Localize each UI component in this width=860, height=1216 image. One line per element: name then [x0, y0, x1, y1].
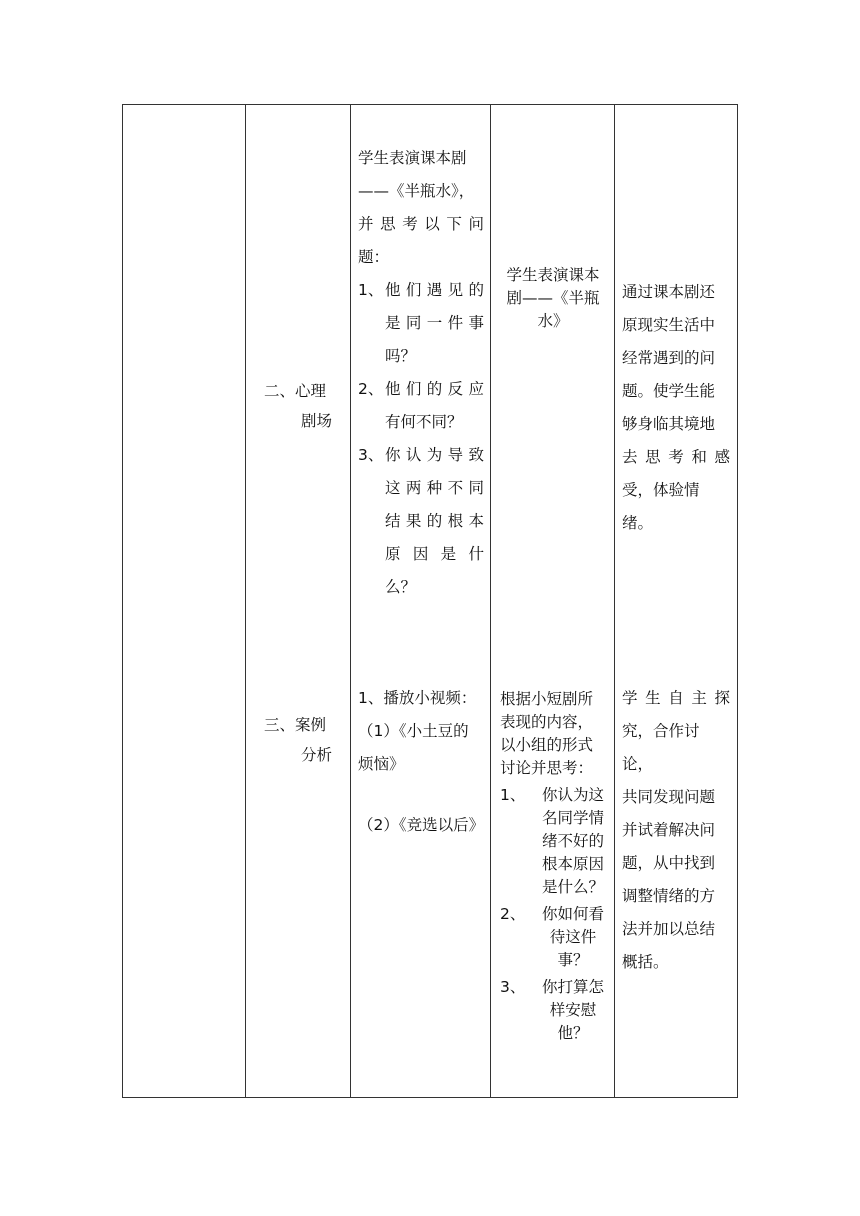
text-line: 根据小短剧所: [500, 690, 594, 708]
text-line: 题。使学生能: [622, 382, 716, 400]
text-line: 调整情绪的方: [622, 887, 716, 905]
lesson-plan-table: [122, 104, 738, 1098]
text-line: 共同发现问题: [622, 788, 716, 806]
section-3-topic-line1: 三、案例: [264, 716, 327, 734]
text-line: 剧——《半瓶: [506, 289, 600, 307]
table-right-border: [737, 104, 738, 1098]
text-line: 法并加以总结: [622, 920, 716, 938]
question-number: 3、: [500, 978, 526, 996]
text-line: 你认为这: [541, 786, 604, 804]
text-line: 是什么？: [541, 878, 604, 896]
question-number: 2、: [500, 905, 526, 923]
question-number: 1、: [358, 281, 384, 299]
text-line: 有何不同？: [385, 413, 463, 431]
question-number: 1、: [500, 786, 526, 804]
section-2-student-activity: [498, 264, 608, 333]
text-line: 表现的内容，: [500, 713, 594, 731]
section-3-student-activity: [500, 688, 610, 1045]
question-number: 3、: [358, 446, 384, 464]
column-divider-3: [490, 104, 491, 1098]
section-2-design-intent: [622, 276, 730, 540]
text-line: 讨论并思考：: [500, 759, 594, 777]
table-top-border: [122, 104, 738, 105]
text-line: 名同学情: [541, 809, 604, 827]
table-left-border: [122, 104, 123, 1098]
text-line: 吗？: [385, 347, 417, 365]
text-line: 学生自主探: [622, 689, 730, 707]
section-2-topic-line1: 二、心理: [264, 382, 327, 400]
text-line: （2）《竞选以后》: [358, 816, 485, 834]
text-line: 结果的根本: [385, 512, 484, 530]
text-line: 经常遇到的问: [622, 349, 716, 367]
text-line: 绪不好的: [541, 832, 604, 850]
question-number: 2、: [358, 380, 384, 398]
text-line: 1、播放小视频：: [358, 689, 477, 707]
question-item: [358, 274, 484, 373]
text-line: 原因是什: [385, 545, 484, 563]
text-line: 他们遇见的: [385, 281, 484, 299]
question-item: [500, 903, 610, 972]
column-divider-1: [245, 104, 246, 1098]
text-line: 去思考和感: [622, 448, 730, 466]
text-line: ——《半瓶水》，: [358, 182, 475, 200]
section-3-topic-line2: 分析: [301, 746, 333, 764]
text-line: 根本原因: [541, 855, 604, 873]
text-line: 你打算怎: [541, 978, 604, 996]
text-line: 原现实生活中: [622, 316, 716, 334]
question-item: [358, 439, 484, 604]
table-bottom-border: [122, 1097, 738, 1098]
text-line: 并试着解决问: [622, 821, 716, 839]
text-line: 够身临其境地: [622, 415, 716, 433]
section-3-topic: [264, 710, 348, 770]
text-line: 事？: [557, 951, 589, 969]
section-3-design-intent: [622, 682, 730, 979]
text-line: 烦恼》: [358, 755, 405, 773]
text-line: （1）《小土豆的: [358, 722, 469, 740]
question-item: [500, 976, 610, 1045]
question-item: [500, 784, 610, 899]
text-line: 是同一件事: [385, 314, 484, 332]
column-divider-4: [614, 104, 615, 1098]
text-line: 题，从中找到: [622, 854, 716, 872]
text-line: 学生表演课本剧: [358, 149, 467, 167]
text-line: 通过课本剧还: [622, 283, 716, 301]
text-line: 概括。: [622, 953, 669, 971]
text-line: 学生表演课本: [506, 266, 600, 284]
text-line: 你如何看: [541, 905, 604, 923]
section-3-teacher-activity: [358, 682, 488, 842]
text-line: 究，合作讨论，: [622, 722, 700, 773]
text-line: 并思考以下问: [358, 215, 484, 233]
section-2-teacher-activity: [358, 142, 484, 604]
text-line: 他们的反应: [385, 380, 484, 398]
text-line: 样安慰: [549, 1001, 597, 1019]
question-item: [358, 373, 484, 439]
text-line: 这两种不同: [385, 479, 484, 497]
text-line: 你认为导致: [385, 446, 484, 464]
text-line: 么？: [385, 578, 417, 596]
text-line: 他？: [557, 1024, 589, 1042]
section-2-topic: [264, 376, 348, 436]
text-line: 待这件: [549, 928, 597, 946]
text-line: 题：: [358, 248, 390, 266]
text-line: 以小组的形式: [500, 736, 594, 754]
column-divider-2: [350, 104, 351, 1098]
section-2-topic-line2: 剧场: [301, 412, 333, 430]
text-line: 水》: [537, 312, 569, 330]
text-line: 受，体验情绪。: [622, 481, 700, 532]
